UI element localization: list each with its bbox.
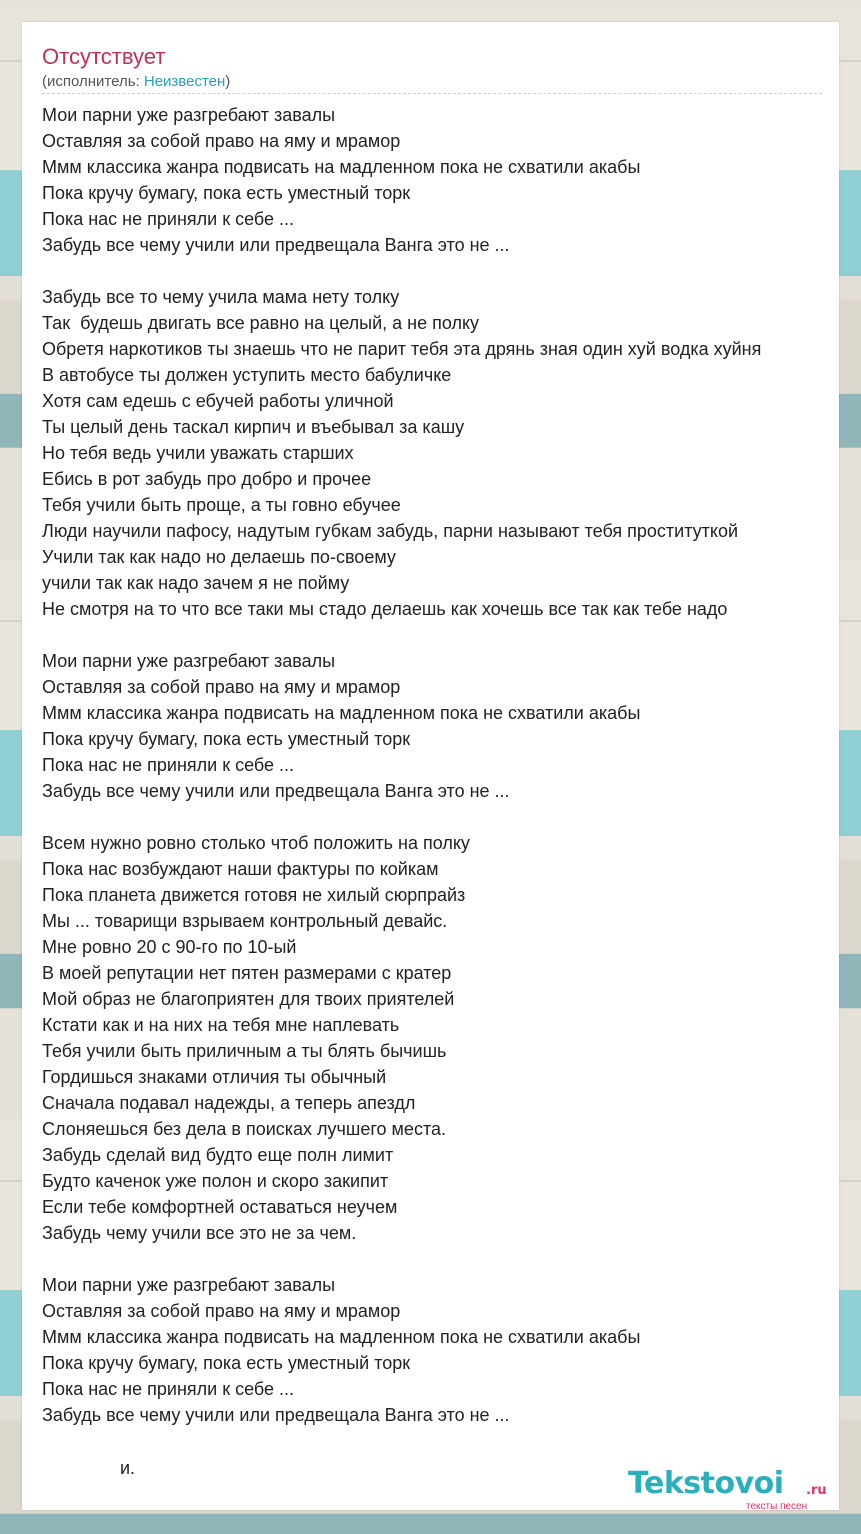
- site-logo[interactable]: [628, 1466, 828, 1512]
- lyric-line: Тебя учили быть приличным а ты блять бычишь: [42, 1041, 447, 1061]
- lyric-line: Учили так как надо но делаешь по-своему: [42, 547, 396, 567]
- verse-break: [42, 1246, 861, 1272]
- lyric-line: Но тебя ведь учили уважать старших: [42, 443, 354, 463]
- verse-break: [42, 804, 861, 830]
- lyric-line: Сначала подавал надежды, а теперь апездл: [42, 1093, 416, 1113]
- artist-suffix: ): [225, 73, 231, 90]
- lyric-line: Оставляя за собой право на яму и мрамор: [42, 131, 401, 151]
- lyric-line: Гордишься знаками отличия ты обычный: [42, 1067, 387, 1087]
- logo-word: Tekstovoi: [628, 1466, 784, 1501]
- logo-tld: .ru: [806, 1483, 827, 1498]
- lyric-line: Пока кручу бумагу, пока есть уместный торк: [42, 1353, 411, 1373]
- lyric-line: Слоняешься без дела в поисках лучшего места.: [42, 1119, 446, 1139]
- verse-break: [42, 622, 861, 648]
- logo-tagline: тексты песен: [746, 1501, 808, 1512]
- lyric-line: Так будешь двигать все равно на целый, а не полку: [42, 313, 480, 333]
- artist-line: [42, 73, 230, 90]
- artist-prefix: (исполнитель:: [42, 73, 144, 90]
- lyric-line: Мне ровно 20 с 90-го по 10-ый: [42, 937, 297, 957]
- lyric-line: Тебя учили быть проще, а ты говно ебучее: [42, 495, 401, 515]
- lyric-line: Кстати как и на них на тебя мне наплевать: [42, 1015, 400, 1035]
- lyric-line: Хотя сам едешь с ебучей работы уличной: [42, 391, 394, 411]
- lyric-line: Оставляя за собой право на яму и мрамор: [42, 677, 401, 697]
- lyric-line: В моей репутации нет пятен размерами с кратер: [42, 963, 452, 983]
- lyric-line: Ебись в рот забудь про добро и прочее: [42, 469, 372, 489]
- lyrics-text: [42, 102, 861, 1428]
- lyric-line: Не смотря на то что все таки мы стадо делаешь как хочешь все так как тебе надо: [42, 599, 728, 619]
- lyric-line: Забудь все чему учили или предвещала Ванга это не ...: [42, 1405, 510, 1425]
- verse-break: [42, 258, 861, 284]
- lyric-line: Мои парни уже разгребают завалы: [42, 105, 336, 125]
- lyric-line: Пока нас не приняли к себе ...: [42, 1379, 294, 1399]
- lyric-line: Оставляя за собой право на яму и мрамор: [42, 1301, 401, 1321]
- lyric-line: Пока кручу бумагу, пока есть уместный торк: [42, 729, 411, 749]
- lyric-line: Пока нас возбуждают наши фактуры по койкам: [42, 859, 439, 879]
- song-title: Отсутствует: [42, 44, 166, 69]
- lyric-line: Мои парни уже разгребают завалы: [42, 1275, 336, 1295]
- footer-text: и.: [120, 1458, 136, 1478]
- lyric-line: Ммм классика жанра подвисать на мадленном пока не схватили акабы: [42, 157, 641, 177]
- lyric-line: Обретя наркотиков ты знаешь что не парит тебя эта дрянь зная один хуй водка хуйня: [42, 339, 762, 359]
- lyric-line: Ммм классика жанра подвисать на мадленном пока не схватили акабы: [42, 703, 641, 723]
- lyric-line: Ммм классика жанра подвисать на мадленном пока не схватили акабы: [42, 1327, 641, 1347]
- lyric-line: Пока нас не приняли к себе ...: [42, 755, 294, 775]
- lyric-line: Мои парни уже разгребают завалы: [42, 651, 336, 671]
- lyric-line: Люди научили пафосу, надутым губкам забудь, парни называют тебя проституткой: [42, 521, 739, 541]
- lyric-line: Если тебе комфортней оставаться неучем: [42, 1197, 398, 1217]
- lyric-line: Мой образ не благоприятен для твоих приятелей: [42, 989, 455, 1009]
- lyric-line: Будто каченок уже полон и скоро закипит: [42, 1171, 389, 1191]
- lyric-line: Ты целый день таскал кирпич и въебывал за кашу: [42, 417, 465, 437]
- lyric-line: В автобусе ты должен уступить место бабуличке: [42, 365, 452, 385]
- lyric-line: Забудь все чему учили или предвещала Ванга это не ...: [42, 235, 510, 255]
- lyric-line: Пока нас не приняли к себе ...: [42, 209, 294, 229]
- header-divider: [42, 93, 822, 94]
- lyric-line: Забудь сделай вид будто еще полн лимит: [42, 1145, 394, 1165]
- lyric-line: учили так как надо зачем я не пойму: [42, 573, 350, 593]
- lyric-line: Пока кручу бумагу, пока есть уместный торк: [42, 183, 411, 203]
- lyric-line: Мы ... товарищи взрываем контрольный девайс.: [42, 911, 448, 931]
- lyric-line: Всем нужно ровно столько чтоб положить на полку: [42, 833, 470, 853]
- lyrics-card: [22, 22, 839, 1510]
- lyric-line: Пока планета движется готовя не хилый сюрпрайз: [42, 885, 466, 905]
- lyric-line: Забудь чему учили все это не за чем.: [42, 1223, 357, 1243]
- lyric-line: Забудь все чему учили или предвещала Ванга это не ...: [42, 781, 510, 801]
- artist-link[interactable]: Неизвестен: [143, 73, 226, 90]
- lyric-line: Забудь все то чему учила мама нету толку: [42, 287, 400, 307]
